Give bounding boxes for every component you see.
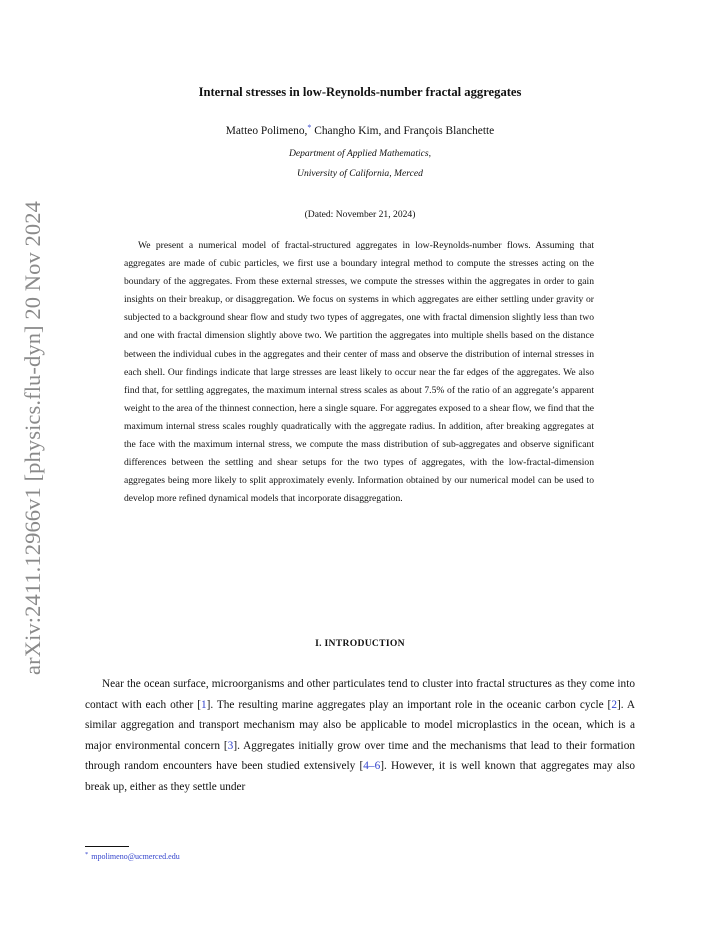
introduction-paragraph: [85, 674, 635, 798]
arxiv-identifier: [18, 200, 48, 675]
citation-link-4-6[interactable]: 4–6: [363, 760, 381, 773]
citation-link-1[interactable]: 1: [200, 698, 207, 711]
intro-text-1: Near the ocean surface, microorganisms and other particulates tend to cluster into fractal structures as they come into contact with each other [: [85, 678, 635, 711]
footnote-divider: [85, 846, 129, 847]
affiliation-department: Department of Applied Mathematics,: [288, 148, 432, 159]
author-first: Matteo Polimeno,: [225, 125, 308, 137]
footnote-email-link[interactable]: mpolimeno@ucmerced.edu: [91, 852, 180, 861]
intro-text-3: ]. A similar aggregation and transport mechanism may also be applicable to model microplastics in the ocean, which is a major environmental concern [: [85, 698, 635, 752]
citation-link-3[interactable]: 3: [227, 739, 234, 752]
arxiv-identifier-text: arXiv:2411.12966v1 [physics.flu-dyn] 20 Nov 2024: [20, 200, 46, 675]
footnote: [85, 851, 180, 861]
paper-title: Internal stresses in low-Reynolds-number fractal aggregates: [198, 85, 522, 99]
intro-text-4: ]. Aggregates initially grow over time and the mechanisms that lead to their formation through random encounters have been studied extensively [: [85, 739, 635, 773]
intro-text-5: ]. However, it is well known that aggregates may also break up, either as they settle under: [85, 760, 635, 793]
author-footnote-mark[interactable]: *: [307, 123, 312, 132]
abstract: We present a numerical model of fractal-structured aggregates in low-Reynolds-number flows. Assuming that aggregates are made of cubic particles, we first use a boundary integral method to compute the stresses acting on the boundary of the aggregates. From these external stresses, we compute the stresses within the aggregates in order to gain insights on their breakup, or disaggregation. We focus on systems in which aggregates are either settling under gravity or subjected to a background shear flow and study two types of aggregates, one with fractal dimension slightly less than two and one with fractal dimension slightly above two. We partition the aggregates into multiple shells based on the distance between the individual cubes in the aggregates and their center of mass and observe the distribution of internal stresses in each shell. Our findings indicate that large stresses are least likely to occur near the far edges of the aggregates. We also find that, for settling aggregates, the maximum internal stress scales as about 7.5% of the ratio of an aggregate’s apparent weight to the area of the thinnest connection, here a single square. For aggregates exposed to a shear flow, we find that the maximum internal stress scales roughly quadratically with the aggregate radius. In addition, after breaking aggregates at the face with the maximum internal stress, we compute the mass distribution of sub-aggregates and observe significant differences between the settling and shear setups for the two types of aggregates, with the low-fractal-dimension aggregates being more likely to split approximately evenly. Information obtained by our numerical model can be used to develop more refined dynamical models that incorporate disaggregation.: [124, 240, 594, 505]
section-heading-introduction: I. INTRODUCTION: [315, 638, 405, 649]
author-rest: Changho Kim, and François Blanchette: [311, 125, 495, 137]
citation-link-2[interactable]: 2: [611, 698, 617, 711]
intro-text-2: ]. The resulting marine aggregates play an important role in the oceanic carbon cycle [: [206, 698, 612, 711]
date-line: (Dated: November 21, 2024): [304, 209, 416, 220]
affiliation-university: University of California, Merced: [297, 168, 423, 179]
footnote-mark: *: [85, 851, 89, 858]
author-list: [0, 123, 720, 137]
